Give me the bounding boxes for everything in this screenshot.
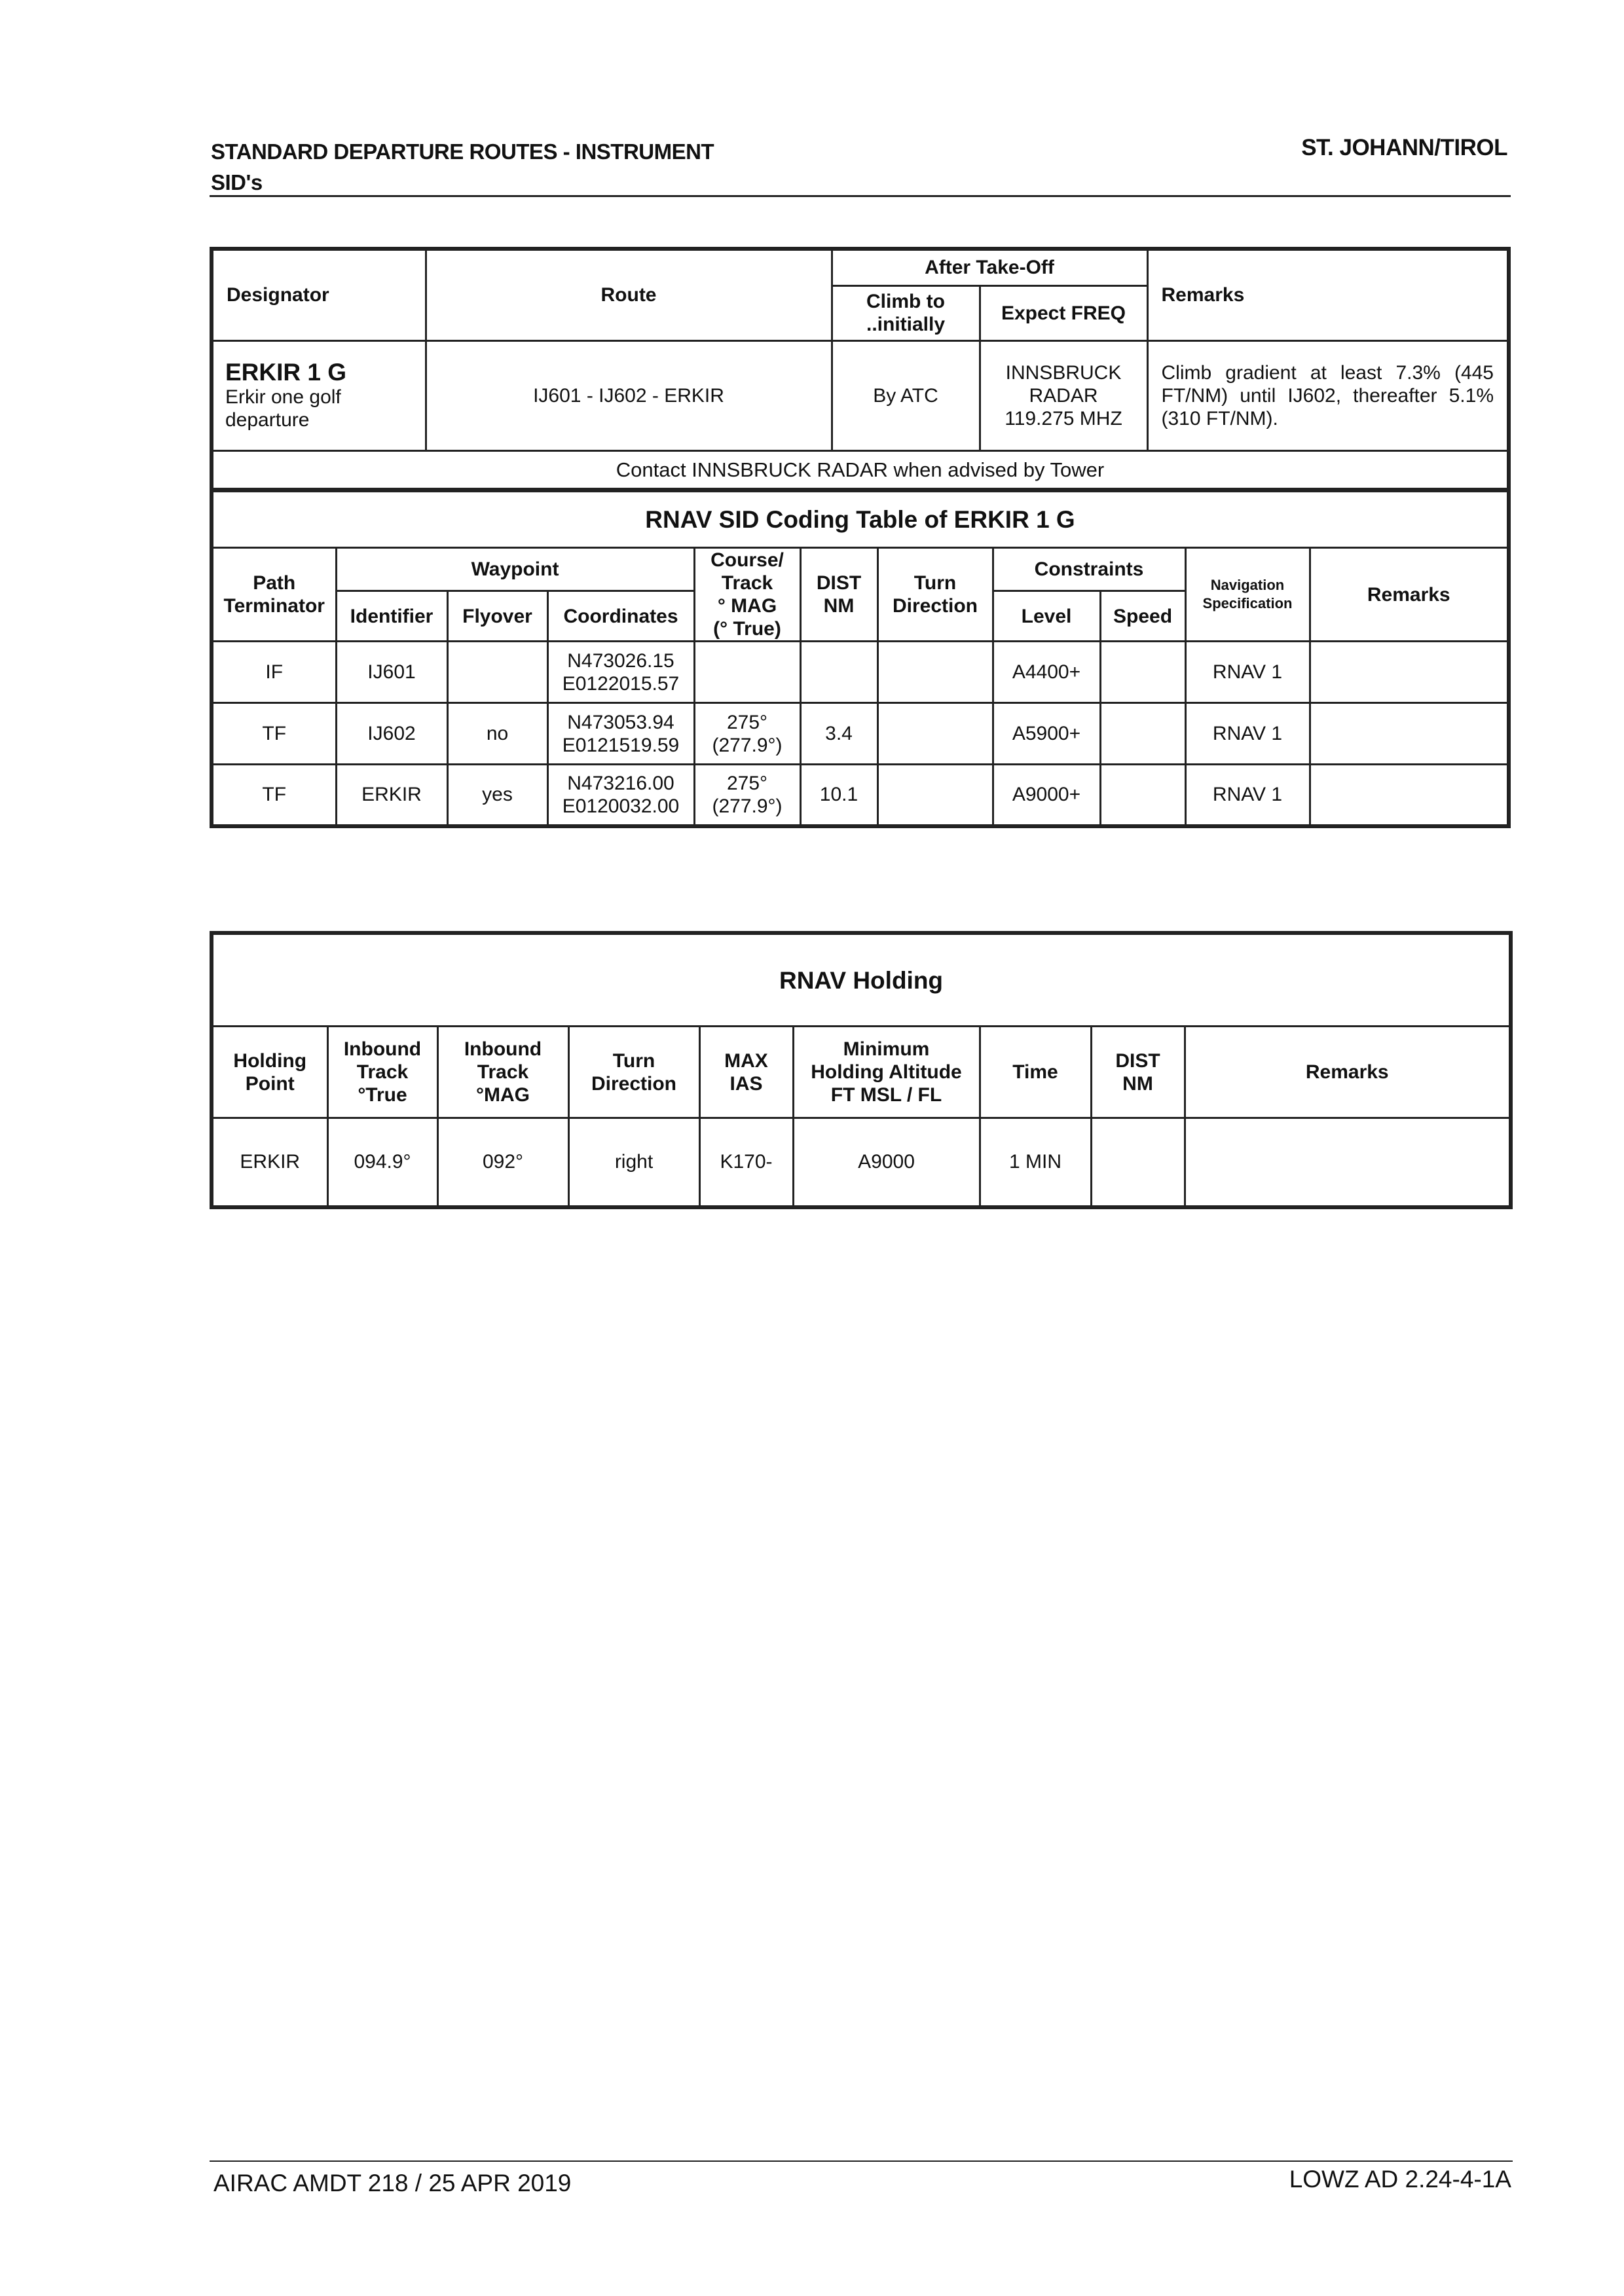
row3-remarks: [1310, 765, 1509, 826]
min-altitude-value: A9000: [793, 1118, 980, 1207]
page-title-line1: STANDARD DEPARTURE ROUTES - INSTRUMENT: [211, 139, 714, 164]
row3-turn: [877, 765, 993, 826]
page-title-line2: SID's: [211, 170, 263, 194]
row1-dist: [800, 642, 877, 703]
row3-level: A9000+: [993, 765, 1100, 826]
freq-cell: [980, 340, 1147, 450]
row3-path-terminator: TF: [212, 765, 336, 826]
coding-table: [210, 488, 1511, 828]
header-min-alt-line1: Minimum: [843, 1038, 930, 1060]
route-cell: IJ601 - IJ602 - ERKIR: [426, 340, 832, 450]
header-holding-point: [212, 1027, 327, 1118]
row1-lon: E0122015.57: [562, 672, 680, 695]
table-row: [212, 642, 1509, 703]
row1-nav-spec: RNAV 1: [1185, 642, 1310, 703]
row3-nav-spec: RNAV 1: [1185, 765, 1310, 826]
freq-line3: 119.275 MHZ: [1005, 407, 1122, 429]
table-row: [212, 703, 1509, 765]
header-holding-point-line2: Point: [245, 1072, 295, 1095]
row3-lon: E0120032.00: [562, 795, 680, 817]
aerodrome-name: ST. JOHANN/TIROL: [1301, 135, 1507, 160]
header-course: [694, 548, 800, 642]
row2-dist: 3.4: [800, 703, 877, 765]
header-course-line3: ° MAG: [717, 595, 777, 617]
row3-coordinates: [547, 765, 694, 826]
header-inbound-mag-line1: Inbound: [464, 1038, 542, 1060]
designator-name-line1: Erkir one golf: [225, 386, 341, 408]
header-holding-turn: [568, 1027, 699, 1118]
row3-flyover: yes: [447, 765, 547, 826]
table-row: [212, 765, 1509, 826]
header-route: Route: [426, 249, 832, 340]
header-dist: [800, 548, 877, 642]
freq-line2: RADAR: [1029, 384, 1098, 407]
header-flyover: Flyover: [447, 591, 547, 642]
header-climb-to: [832, 285, 980, 340]
holding-dist-value: [1091, 1118, 1185, 1207]
turn-direction-value: right: [568, 1118, 699, 1207]
row3-course: [694, 765, 800, 826]
header-inbound-true: [327, 1027, 437, 1118]
header-inbound-true-line3: °True: [358, 1084, 407, 1106]
footer-rule: [210, 2160, 1513, 2162]
header-coordinates: Coordinates: [547, 591, 694, 642]
header-max-ias-line2: IAS: [729, 1072, 763, 1095]
inbound-true-value: 094.9°: [327, 1118, 437, 1207]
holding-remarks-value: [1185, 1118, 1511, 1207]
header-climb-to-line1: Climb to: [866, 291, 945, 312]
header-course-line4: (° True): [713, 618, 781, 640]
header-waypoint: Waypoint: [336, 548, 694, 591]
header-dist-line1: DIST: [816, 572, 862, 594]
holding-point-value: ERKIR: [212, 1118, 327, 1207]
row2-flyover: no: [447, 703, 547, 765]
header-path-terminator-line2: Terminator: [223, 595, 325, 617]
row2-course-true: (277.9°): [712, 734, 783, 756]
row1-level: A4400+: [993, 642, 1100, 703]
holding-table-title: RNAV Holding: [212, 933, 1511, 1027]
header-identifier: Identifier: [336, 591, 447, 642]
header-nav-line1: Navigation: [1210, 577, 1285, 593]
header-holding-turn-line2: Direction: [591, 1072, 677, 1095]
row2-nav-spec: RNAV 1: [1185, 703, 1310, 765]
header-inbound-true-line2: Track: [356, 1061, 409, 1083]
header-expect-freq: Expect FREQ: [980, 285, 1147, 340]
header-inbound-mag-line3: °MAG: [476, 1084, 530, 1106]
row1-coordinates: [547, 642, 694, 703]
page-title: [211, 136, 714, 198]
contact-note: Contact INNSBRUCK RADAR when advised by Tower: [212, 450, 1509, 490]
header-dist-line2: NM: [823, 595, 855, 617]
header-inbound-true-line1: Inbound: [343, 1038, 422, 1060]
header-course-line2: Track: [721, 572, 773, 594]
sid-table: [210, 247, 1511, 492]
header-level: Level: [993, 591, 1100, 642]
climb-cell: By ATC: [832, 340, 980, 450]
header-after-takeoff: After Take-Off: [832, 249, 1147, 285]
header-holding-turn-line1: Turn: [612, 1049, 655, 1072]
header-course-line1: Course/: [710, 549, 784, 571]
header-min-alt-line3: FT MSL / FL: [830, 1084, 942, 1106]
table-row: [212, 340, 1509, 450]
header-climb-to-line2: ..initially: [866, 314, 946, 335]
row2-turn: [877, 703, 993, 765]
row2-speed: [1100, 703, 1185, 765]
inbound-mag-value: 092°: [437, 1118, 568, 1207]
header-inbound-mag-line2: Track: [477, 1061, 529, 1083]
row1-identifier: IJ601: [336, 642, 447, 703]
row2-lon: E0121519.59: [562, 734, 680, 756]
table-row: [212, 1118, 1511, 1207]
row1-path-terminator: IF: [212, 642, 336, 703]
header-designator: Designator: [212, 249, 426, 340]
header-rule: [210, 195, 1511, 197]
designator-code: ERKIR 1 G: [225, 359, 347, 386]
designator-cell: [212, 340, 426, 450]
header-max-ias-line1: MAX: [724, 1049, 768, 1072]
holding-table: [210, 931, 1513, 1209]
max-ias-value: K170-: [699, 1118, 793, 1207]
row2-course: [694, 703, 800, 765]
designator-name-line2: departure: [225, 409, 310, 431]
header-min-altitude: [793, 1027, 980, 1118]
header-remarks: Remarks: [1147, 249, 1509, 340]
row3-identifier: ERKIR: [336, 765, 447, 826]
header-time: Time: [980, 1027, 1091, 1118]
header-constraints: Constraints: [993, 548, 1185, 591]
row3-course-true: (277.9°): [712, 795, 783, 817]
time-value: 1 MIN: [980, 1118, 1091, 1207]
row3-dist: 10.1: [800, 765, 877, 826]
row2-path-terminator: TF: [212, 703, 336, 765]
row1-course: [694, 642, 800, 703]
row1-remarks: [1310, 642, 1509, 703]
footer-amendment: AIRAC AMDT 218 / 25 APR 2019: [213, 2170, 572, 2196]
freq-line1: INNSBRUCK: [1005, 361, 1122, 384]
footer-page-ref: LOWZ AD 2.24-4-1A: [1289, 2166, 1511, 2193]
header-holding-dist-line1: DIST: [1115, 1049, 1160, 1072]
header-holding-remarks: Remarks: [1185, 1027, 1511, 1118]
header-min-alt-line2: Holding Altitude: [811, 1061, 962, 1083]
header-nav-line2: Specification: [1202, 595, 1293, 611]
row2-remarks: [1310, 703, 1509, 765]
row3-course-mag: 275°: [726, 772, 768, 794]
row3-lat: N473216.00: [567, 772, 674, 794]
header-coding-remarks: Remarks: [1310, 548, 1509, 642]
coding-table-title: RNAV SID Coding Table of ERKIR 1 G: [212, 490, 1509, 548]
header-max-ias: [699, 1027, 793, 1118]
row2-identifier: IJ602: [336, 703, 447, 765]
header-turn-line1: Turn: [913, 572, 957, 594]
header-turn-direction: [877, 548, 993, 642]
header-holding-point-line1: Holding: [233, 1049, 307, 1072]
row1-lat: N473026.15: [567, 649, 674, 672]
row1-turn: [877, 642, 993, 703]
row2-course-mag: 275°: [726, 711, 768, 733]
row1-speed: [1100, 642, 1185, 703]
header-navigation-spec: [1185, 548, 1310, 642]
row2-coordinates: [547, 703, 694, 765]
header-speed: Speed: [1100, 591, 1185, 642]
header-path-terminator-line1: Path: [253, 572, 296, 594]
header-turn-line2: Direction: [892, 595, 978, 617]
header-holding-dist-line2: NM: [1122, 1072, 1153, 1095]
row3-speed: [1100, 765, 1185, 826]
header-inbound-mag: [437, 1027, 568, 1118]
row2-lat: N473053.94: [567, 711, 674, 733]
row1-flyover: [447, 642, 547, 703]
header-path-terminator: [212, 548, 336, 642]
remarks-cell: Climb gradient at least 7.3% (445 FT/NM) until IJ602, thereafter 5.1% (310 FT/NM).: [1147, 340, 1509, 450]
row2-level: A5900+: [993, 703, 1100, 765]
header-holding-dist: [1091, 1027, 1185, 1118]
